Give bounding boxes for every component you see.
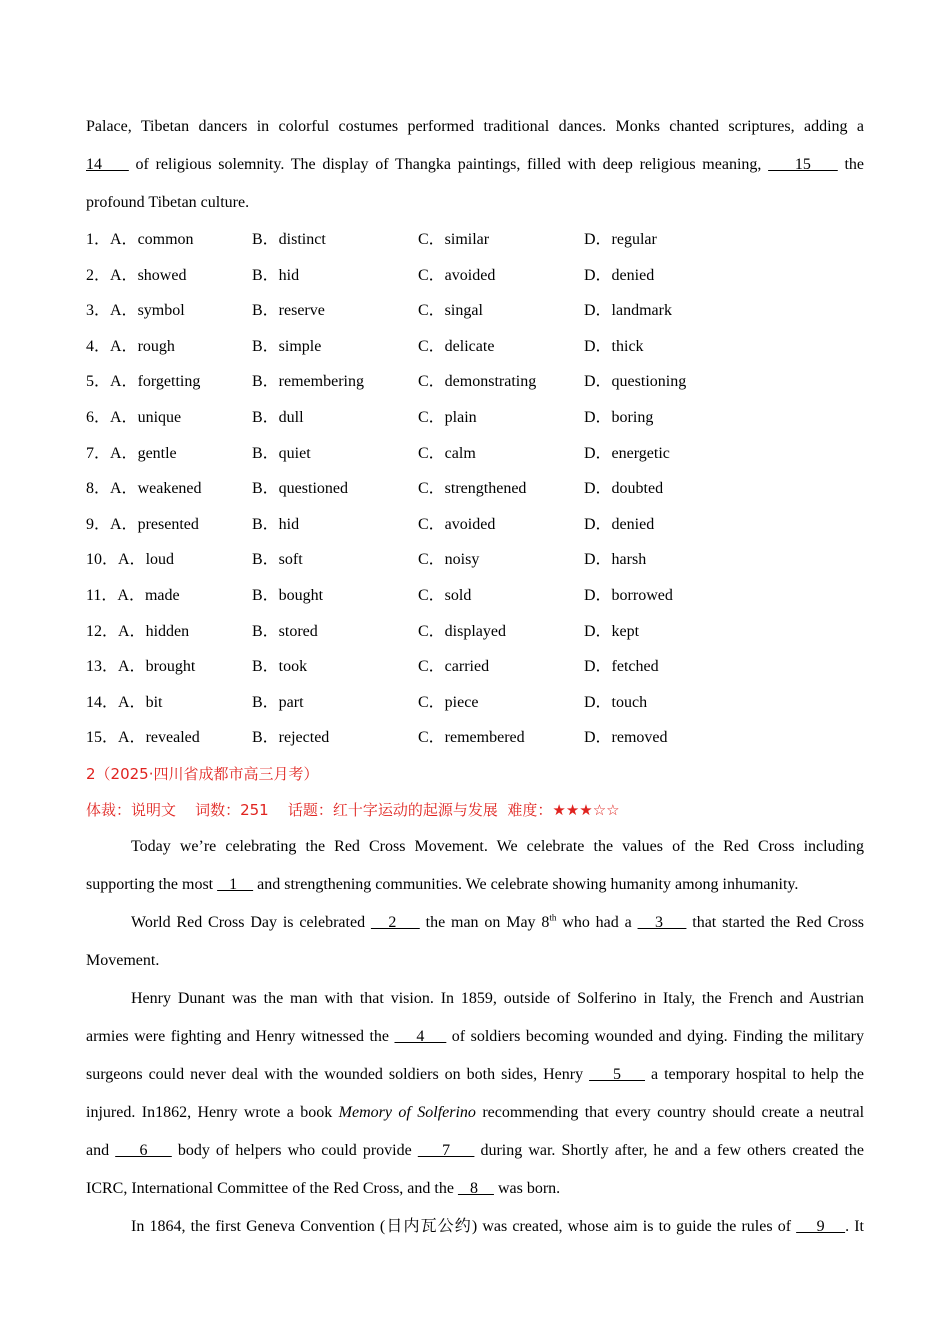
option-d: D．energetic [584, 444, 670, 462]
option-c: C．similar [418, 231, 490, 248]
option-row [86, 542, 864, 578]
topic-label: 话题：红十字运动的起源与发展 [287, 800, 498, 819]
option-d: D．doubted [584, 480, 664, 498]
passage-line [86, 866, 864, 904]
passage-text: injured. In1862, Henry wrote a book [86, 1103, 339, 1121]
option-row [86, 507, 864, 543]
option-c: C．sold [418, 586, 472, 604]
passage-text: Today we’re celebrating the Red Cross Movement. We celebrate the values of the Red Cross including [131, 837, 864, 855]
option-a-text: rough [137, 337, 175, 355]
passage-text: and [86, 1141, 116, 1159]
question-number: 4．A． [86, 337, 138, 355]
option-a-text: weakened [137, 480, 202, 498]
question-number: 9．A． [86, 515, 138, 533]
option-d: D．touch [584, 693, 648, 711]
difficulty-stars: ★★★☆☆ [552, 800, 620, 819]
question-number: 8．A． [86, 480, 138, 498]
blank-14: 14 [86, 156, 129, 173]
option-row [86, 720, 864, 756]
passage-text: of religious solemnity. The display of Thangka paintings, filled with deep religious meaning, [128, 156, 769, 173]
option-a-text: unique [137, 408, 182, 426]
passage-line [86, 1018, 864, 1056]
passage-text: ICRC, International Committee of the Red Cross, and the [86, 1179, 458, 1197]
option-a [86, 507, 252, 543]
question-number: 7．A． [86, 444, 138, 462]
option-a [86, 436, 252, 472]
option-b: B．part [252, 693, 304, 711]
option-c: C．displayed [418, 622, 506, 640]
option-row [86, 400, 864, 436]
option-row [86, 436, 864, 472]
passage-line [86, 146, 864, 184]
option-row [86, 685, 864, 721]
option-c: C．calm [418, 444, 476, 462]
option-row [86, 614, 864, 650]
blank-3: 3 [637, 913, 687, 931]
option-d: D．questioning [584, 373, 687, 391]
source-text: 2（2025·四川省成都市高三月考） [86, 764, 319, 783]
meta-line [86, 792, 864, 828]
passage-text: surgeons could never deal with the wounded soldiers on both sides, Henry [86, 1065, 590, 1083]
options-list [86, 222, 864, 756]
document-page [86, 108, 864, 1246]
option-c: C．strengthened [418, 480, 527, 498]
question-number: 6．A． [86, 408, 138, 426]
question-number: 10．A． [86, 551, 146, 569]
option-b: B．dull [252, 408, 304, 426]
option-a-text: hidden [145, 622, 190, 640]
option-d: D．boring [584, 408, 654, 426]
option-d: D．kept [584, 622, 640, 640]
option-row [86, 649, 864, 685]
passage-line [86, 904, 864, 942]
passage-text: Palace, Tibetan dancers in colorful costumes performed traditional dances. Monks chanted scriptures, adding a [86, 118, 864, 135]
option-d: D．denied [584, 266, 655, 284]
option-a [86, 578, 252, 614]
passage-text: profound Tibetan culture. [86, 194, 250, 211]
passage-text: armies were fighting and Henry witnessed the [86, 1027, 395, 1045]
passage-text: who had a [556, 913, 638, 931]
question-number: 1．A． [86, 231, 138, 248]
question-number: 12．A． [86, 622, 146, 640]
blank-5: 5 [589, 1065, 646, 1083]
option-c: C．singal [418, 302, 483, 320]
blank-4: 4 [394, 1027, 447, 1045]
passage-text: that started the Red Cross [686, 913, 865, 931]
option-b: B．rejected [252, 729, 330, 747]
option-b: B．remembering [252, 373, 364, 391]
option-d: D．thick [584, 337, 644, 355]
blank-8: 8 [457, 1179, 494, 1197]
option-a [86, 649, 252, 685]
blank-9: 9 [796, 1217, 846, 1235]
option-a-text: revealed [145, 729, 200, 747]
passage-line [86, 108, 864, 146]
option-a-text: loud [145, 551, 175, 569]
option-a [86, 400, 252, 436]
question-number: 3．A． [86, 302, 138, 320]
option-d: D．fetched [584, 658, 659, 676]
option-a [86, 329, 252, 365]
option-d: D．harsh [584, 551, 647, 569]
option-row [86, 258, 864, 294]
passage-text: the [837, 156, 865, 173]
option-c: C．remembered [418, 729, 525, 747]
option-b: B．soft [252, 551, 303, 569]
passage-line [86, 942, 864, 980]
passage-text: the man on May 8 [419, 913, 550, 931]
option-a-text: forgetting [137, 373, 201, 391]
passage-text: body of helpers who could provide [171, 1141, 418, 1159]
option-d: D．landmark [584, 302, 672, 320]
passage-line [86, 1056, 864, 1094]
passage-text: In 1864, the first Geneva Convention (日内瓦公约) was created, whose aim is to guide the rules of [131, 1217, 797, 1235]
question-number: 13．A． [86, 658, 146, 676]
blank-2: 2 [370, 913, 420, 931]
option-d: D．borrowed [584, 586, 673, 604]
option-c: C．piece [418, 693, 479, 711]
option-d: D．removed [584, 729, 668, 747]
option-b: B．questioned [252, 480, 348, 498]
passage-line [86, 828, 864, 866]
question-number: 2．A． [86, 266, 138, 284]
option-d: D．regular [584, 231, 657, 248]
option-b: B．bought [252, 586, 324, 604]
option-a-text: gentle [137, 444, 177, 462]
option-b: B．quiet [252, 444, 311, 462]
option-row [86, 222, 864, 258]
question-number: 11．A． [86, 586, 145, 604]
blank-6: 6 [115, 1141, 172, 1159]
passage-text: supporting the most [86, 875, 218, 893]
passage-text: a temporary hospital to help the [645, 1065, 865, 1083]
passage-text: during war. Shortly after, he and a few others created the [474, 1141, 864, 1159]
option-a [86, 222, 252, 258]
passage-text: Movement. [86, 951, 160, 969]
option-a [86, 293, 252, 329]
option-a-text: presented [137, 515, 199, 533]
wordcount-label: 词数：251 [195, 800, 269, 819]
option-d: D．denied [584, 515, 655, 533]
option-a-text: made [144, 586, 180, 604]
option-b: B．hid [252, 515, 300, 533]
passage-line [86, 1208, 864, 1246]
option-row [86, 293, 864, 329]
difficulty-label: 难度： [507, 800, 553, 819]
option-b: B．reserve [252, 302, 325, 320]
option-c: C．plain [418, 408, 477, 426]
passage-line [86, 980, 864, 1018]
blank-15: 15 [768, 156, 838, 173]
option-a [86, 471, 252, 507]
passage-text: of soldiers becoming wounded and dying. Finding the military [446, 1027, 865, 1045]
option-c: C．carried [418, 658, 490, 676]
passage-line [86, 184, 864, 222]
passage-text: recommending that every country should create a neutral [475, 1103, 865, 1121]
option-c: C．demonstrating [418, 373, 537, 391]
passage-text: . It [845, 1217, 864, 1235]
option-a [86, 614, 252, 650]
option-c: C．delicate [418, 337, 495, 355]
superscript-th: th [549, 912, 557, 923]
option-a-text: showed [137, 266, 187, 284]
passage-line [86, 1094, 864, 1132]
question-number: 15．A． [86, 729, 146, 747]
option-c: C．avoided [418, 266, 496, 284]
source-line [86, 756, 864, 792]
option-a [86, 542, 252, 578]
option-a-text: common [137, 231, 194, 248]
option-b: B．distinct [252, 231, 326, 248]
option-c: C．avoided [418, 515, 496, 533]
option-a [86, 720, 252, 756]
option-a [86, 258, 252, 294]
passage-text: World Red Cross Day is celebrated [131, 913, 371, 931]
blank-7: 7 [417, 1141, 475, 1159]
option-row [86, 578, 864, 614]
option-a [86, 685, 252, 721]
option-a-text: bit [145, 693, 163, 711]
option-b: B．took [252, 658, 308, 676]
passage-text: Henry Dunant was the man with that vision. In 1859, outside of Solferino in Italy, the French and Austrian [131, 989, 864, 1007]
passage-text: and strengthening communities. We celebrate showing humanity among inhumanity. [253, 875, 799, 893]
option-row [86, 329, 864, 365]
passage-line [86, 1170, 864, 1208]
genre-label: 体裁：说明文 [86, 800, 177, 819]
option-b: B．simple [252, 337, 322, 355]
passage-line [86, 1132, 864, 1170]
option-a-text: symbol [137, 302, 185, 320]
option-row [86, 364, 864, 400]
option-row [86, 471, 864, 507]
question-number: 14．A． [86, 693, 146, 711]
book-title: Memory of Solferino [338, 1103, 476, 1121]
option-b: B．hid [252, 266, 300, 284]
option-b: B．stored [252, 622, 318, 640]
question-number: 5．A． [86, 373, 138, 391]
passage-text: was born. [493, 1179, 561, 1197]
option-a [86, 364, 252, 400]
option-a-text: brought [145, 658, 196, 676]
option-c: C．noisy [418, 551, 480, 569]
blank-1: 1 [217, 875, 254, 893]
